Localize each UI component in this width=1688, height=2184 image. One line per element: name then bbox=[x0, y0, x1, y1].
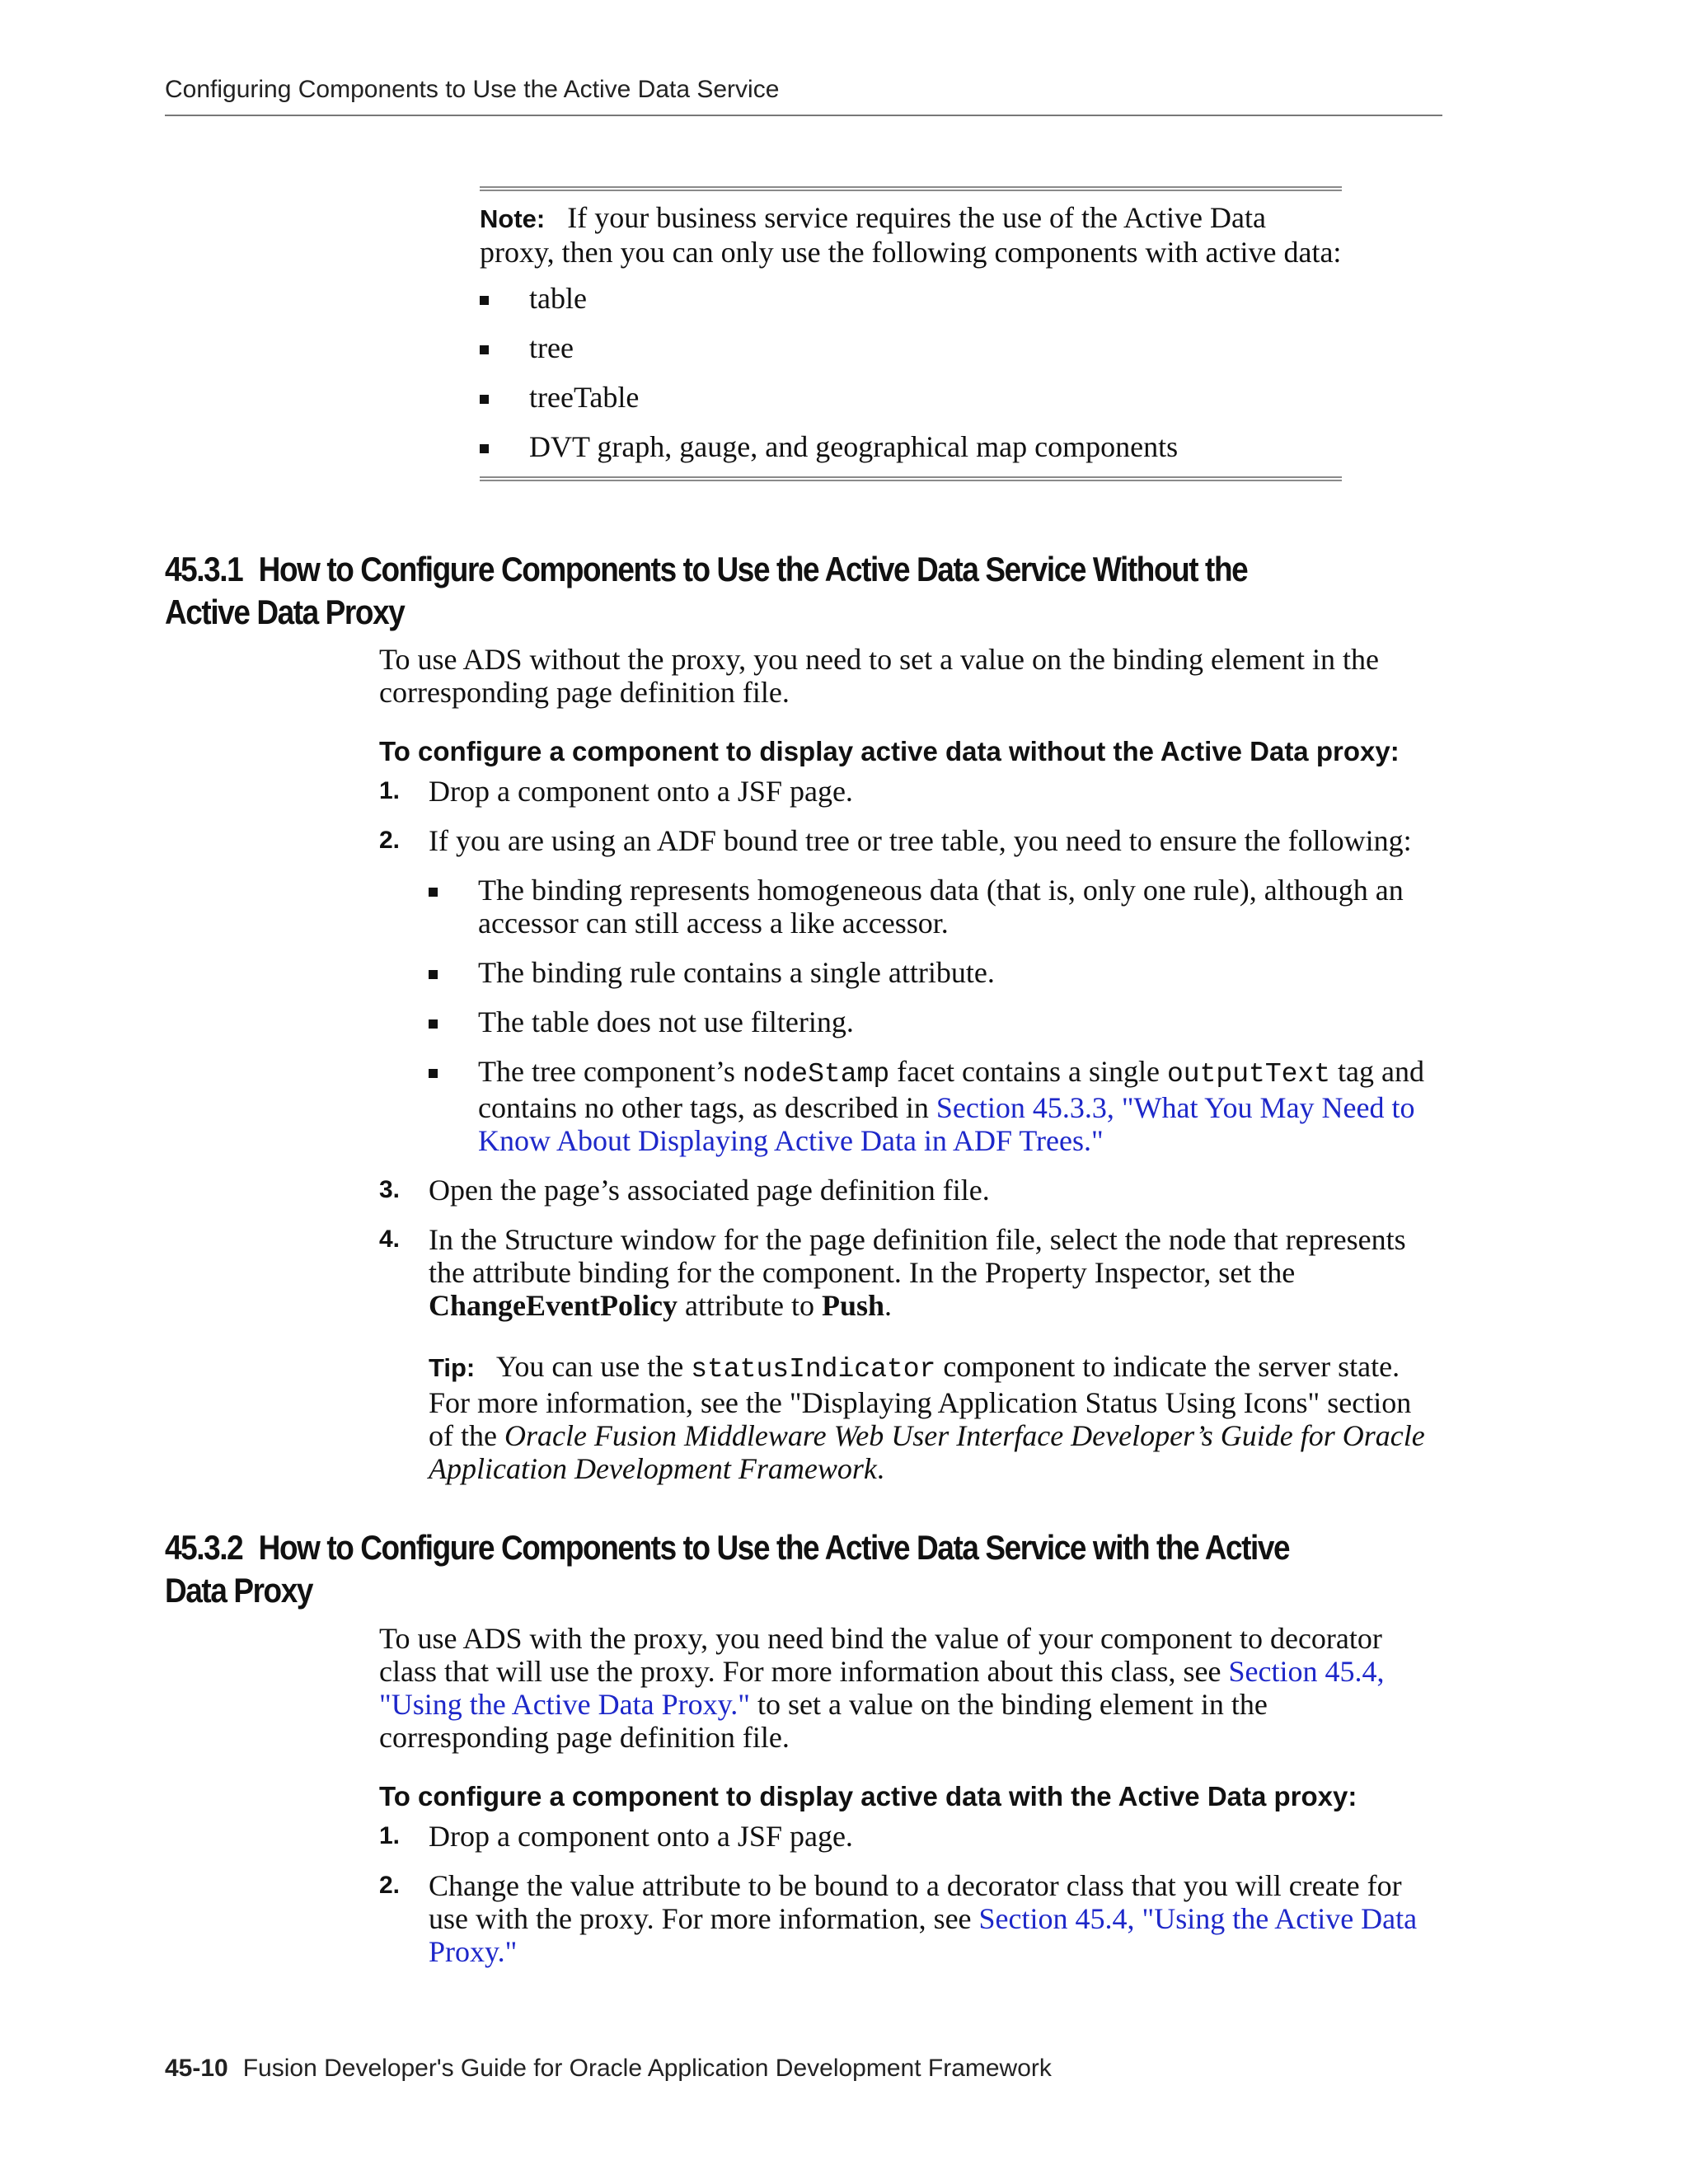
cross-reference-link-45-4[interactable]: Section 45.4, "Using the Active Data Proxy." bbox=[429, 1902, 1418, 1968]
step-text: Change the value attribute to be bound to a decorator class that you will create for use with the proxy. For more information, see bbox=[429, 1869, 1402, 1935]
procedure-title: To configure a component to display active data without the Active Data proxy: bbox=[379, 736, 1400, 766]
step-text: Drop a component onto a JSF page. bbox=[429, 775, 853, 808]
list-item: The tree component’s nodeStamp facet contains a single outputText tag and contains no other tags, as described in Section 45.3.3, "What You May Need to Know About Displaying Active Data in ADF Trees." bbox=[429, 1055, 1442, 1157]
page-number: 45-10 bbox=[165, 2055, 228, 2082]
emphasis-change-event-policy: ChangeEventPolicy bbox=[429, 1289, 678, 1322]
code-statusIndicator: statusIndicator bbox=[691, 1354, 936, 1385]
list-item: tree bbox=[480, 331, 1342, 364]
list-item: table bbox=[480, 282, 1342, 315]
note-text: If your business service requires the use of the Active Data proxy, then you can only use the following components with active data: bbox=[480, 201, 1342, 269]
emphasis-push: Push bbox=[821, 1289, 885, 1322]
page-footer bbox=[165, 2055, 1052, 2083]
section-body-45-3-2 bbox=[379, 1622, 1442, 1985]
step-item bbox=[379, 1820, 1442, 1853]
step-item: 4. In the Structure window for the page definition file, select the node that represents the attribute binding for the component. In the Property Inspector, set the ChangeEventPolicy attribute to Push. Tip: You can use the statusIndicator component to indicate the server state. For more information, see the "Displaying Application Status Using Icons" section of the Oracle Fusion Middleware Web User Interface Developer’s Guide for Oracle Application Development Framework. bbox=[379, 1223, 1442, 1485]
section-number: 45.3.2 bbox=[165, 1528, 243, 1567]
step-text: Open the page’s associated page definition file. bbox=[429, 1174, 990, 1207]
note-box bbox=[480, 186, 1342, 481]
section-body-45-3-1 bbox=[379, 643, 1442, 1502]
note-list bbox=[480, 282, 1342, 463]
square-bullet-icon bbox=[480, 345, 489, 354]
square-bullet-icon bbox=[429, 970, 438, 979]
section-heading-45-3-1 bbox=[165, 548, 1296, 634]
step-text: In the Structure window for the page definition file, select the node that represents the attribute binding for the component. In the Property Inspector, set the bbox=[429, 1223, 1406, 1289]
step-text: Drop a component onto a JSF page. bbox=[429, 1820, 853, 1853]
square-bullet-icon bbox=[429, 1019, 438, 1029]
cross-reference-link-45-3-3[interactable]: Section 45.3.3, "What You May Need to Know About Displaying Active Data in ADF Trees." bbox=[478, 1091, 1415, 1157]
tip-label: Tip: bbox=[429, 1353, 476, 1382]
list-item: The binding rule contains a single attribute. bbox=[429, 956, 1442, 989]
list-item: DVT graph, gauge, and geographical map components bbox=[480, 430, 1342, 463]
square-bullet-icon bbox=[429, 1069, 438, 1078]
note-label: Note: bbox=[480, 204, 546, 233]
procedure-steps bbox=[379, 775, 1442, 1485]
step-number: 1. bbox=[379, 1822, 401, 1849]
section-title: How to Configure Components to Use the Active Data Service with the Active Data Proxy bbox=[165, 1528, 1290, 1610]
procedure-title: To configure a component to display active data with the Active Data proxy: bbox=[379, 1781, 1357, 1811]
procedure-steps bbox=[379, 1820, 1442, 1968]
requirement-list bbox=[429, 874, 1442, 1157]
book-title: Fusion Developer's Guide for Oracle Application Development Framework bbox=[242, 2055, 1052, 2082]
tip-box: Tip: You can use the statusIndicator component to indicate the server state. For more information, see the "Displaying Application Status Using Icons" section of the Oracle Fusion Middleware Web User Interface Developer’s Guide for Oracle Application Development Framework. bbox=[429, 1350, 1425, 1485]
step-item bbox=[379, 1174, 1442, 1207]
square-bullet-icon bbox=[480, 444, 489, 453]
square-bullet-icon bbox=[480, 296, 489, 305]
step-number: 2. bbox=[379, 827, 401, 854]
book-title-reference: Oracle Fusion Middleware Web User Interface Developer’s Guide for Oracle Application Development Framework bbox=[429, 1419, 1425, 1485]
list-item: treeTable bbox=[480, 381, 1342, 414]
code-nodeStamp: nodeStamp bbox=[742, 1059, 890, 1090]
code-outputText: outputText bbox=[1167, 1059, 1331, 1090]
square-bullet-icon bbox=[480, 395, 489, 404]
section-title: How to Configure Components to Use the Active Data Service Without the Active Data Proxy bbox=[165, 550, 1248, 631]
list-item: The binding represents homogeneous data (that is, only one rule), although an accessor can still access a like accessor. bbox=[429, 874, 1442, 940]
step-item bbox=[379, 824, 1442, 1157]
section-heading-45-3-2 bbox=[165, 1526, 1296, 1612]
step-number: 1. bbox=[379, 777, 401, 804]
step-item bbox=[379, 775, 1442, 808]
note-paragraph bbox=[480, 201, 1342, 269]
step-text: If you are using an ADF bound tree or tree table, you need to ensure the following: bbox=[429, 824, 1412, 857]
section-intro: To use ADS with the proxy, you need bind the value of your component to decorator class that will use the proxy. For more information about this class, see Section 45.4, "Using the Active Data Proxy." to set a value on the binding element in the corresponding page definition file. bbox=[379, 1622, 1385, 1754]
cross-reference-link-45-4[interactable]: Section 45.4, "Using the Active Data Proxy." bbox=[379, 1655, 1385, 1721]
step-number: 2. bbox=[379, 1872, 401, 1899]
list-item: The table does not use filtering. bbox=[429, 1005, 1442, 1038]
step-number: 3. bbox=[379, 1176, 401, 1203]
header-rule bbox=[165, 115, 1442, 116]
section-intro: To use ADS without the proxy, you need to set a value on the binding element in the corresponding page definition file. bbox=[379, 643, 1379, 709]
running-header: Configuring Components to Use the Active Data Service bbox=[165, 76, 780, 103]
step-number: 4. bbox=[379, 1226, 401, 1253]
section-number: 45.3.1 bbox=[165, 550, 243, 588]
step-item bbox=[379, 1869, 1442, 1968]
square-bullet-icon bbox=[429, 888, 438, 897]
